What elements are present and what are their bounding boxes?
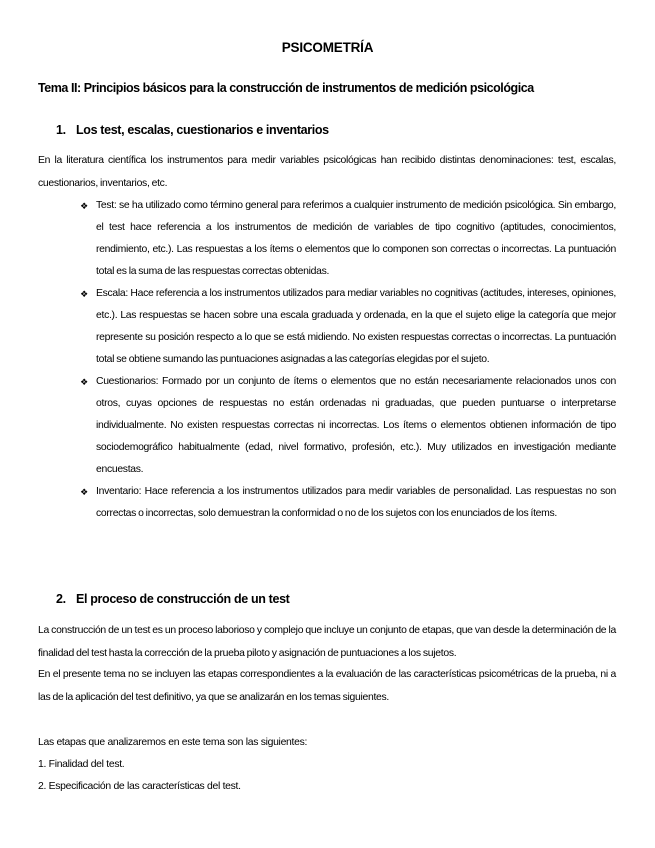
section-2-number: 2. [56, 592, 66, 606]
stages-intro: Las etapas que analizaremos en este tema son las siguientes: [38, 737, 308, 748]
stage-item-1: 1. Finalidad del test. [38, 759, 125, 770]
document-title: PSICOMETRÍA [281, 40, 374, 55]
list-item-text: Escala: Hace referencia a los instrumentos utilizados para mediar variables no cognitivas (actitudes, intereses, opiniones, etc.). Las respuestas se hacen sobre una escala graduada y ordenada, en la que el sujeto elige la categoría que mejor represente su posición respecto a lo que se está midiendo. No existen respuestas correctas o incorrectas. La puntuación total se obtiene sumando las puntuaciones asignadas a las categorías elegidas por el sujeto. [96, 288, 616, 365]
section-1-heading [56, 123, 329, 137]
section-2-paragraph-1: La construcción de un test es un proceso laborioso y complejo que incluye un conjunto de etapas, que van desde la determinación de la finalidad del test hasta la corrección de la prueba piloto y asignación de puntuaciones a los sujetos. [38, 625, 616, 659]
section-1-number: 1. [56, 123, 66, 137]
list-item-cuestionarios [78, 371, 616, 481]
stage-item-2: 2. Especificación de las características del test. [38, 781, 241, 792]
section-1-intro: En la literatura científica los instrumentos para medir variables psicológicas han recibido distintas denominaciones: test, escalas, cuestionarios, inventarios, etc. [38, 155, 616, 189]
topic-subtitle: Tema II: Principios básicos para la construcción de instrumentos de medición psicológica [38, 81, 534, 95]
list-item-test [78, 195, 616, 283]
diamond-bullet-icon: ❖ [80, 487, 88, 497]
diamond-bullet-icon: ❖ [80, 289, 88, 299]
list-item-text: Cuestionarios: Formado por un conjunto de ítems o elementos que no están necesariamente relacionados unos con otros, cuyas opciones de respuestas no están ordenadas ni graduadas, que pueden puntuarse o interpretarse individualmente. No existen respuestas correctas ni incorrectas. Los ítems o elementos obtienen información de tipo sociodemográfico habitualmente (edad, nivel formativo, profesión, etc.). Muy utilizados en investigación mediante encuestas. [96, 376, 616, 475]
diamond-bullet-icon: ❖ [80, 201, 88, 211]
diamond-bullet-icon: ❖ [80, 377, 88, 387]
list-item-text: Inventario: Hace referencia a los instrumentos utilizados para medir variables de personalidad. Las respuestas no son correctas o incorrectas, solo demuestran la conformidad o no de los sujetos con los enunciados de los ítems. [96, 486, 616, 519]
list-item-escala [78, 283, 616, 371]
section-2-paragraph-2: En el presente tema no se incluyen las etapas correspondientes a la evaluación de las características psicométricas de la prueba, ni a las de la aplicación del test definitivo, ya que se analizarán en los temas siguientes. [38, 669, 616, 703]
section-2-heading [56, 592, 290, 606]
list-item-inventario [78, 481, 616, 525]
instrument-types-list [78, 195, 616, 525]
section-1-title: Los test, escalas, cuestionarios e inventarios [76, 123, 329, 137]
list-item-text: Test: se ha utilizado como término general para referimos a cualquier instrumento de medición psicológica. Sin embargo, el test hace referencia a los instrumentos de medición de variables de tipo cognitivo (aptitudes, conocimientos, rendimiento, etc.). Las respuestas a los ítems o elementos que lo componen son correctas o incorrectas. La puntuación total es la suma de las respuestas correctas obtenidas. [96, 200, 616, 277]
section-2-title: El proceso de construcción de un test [76, 592, 290, 606]
